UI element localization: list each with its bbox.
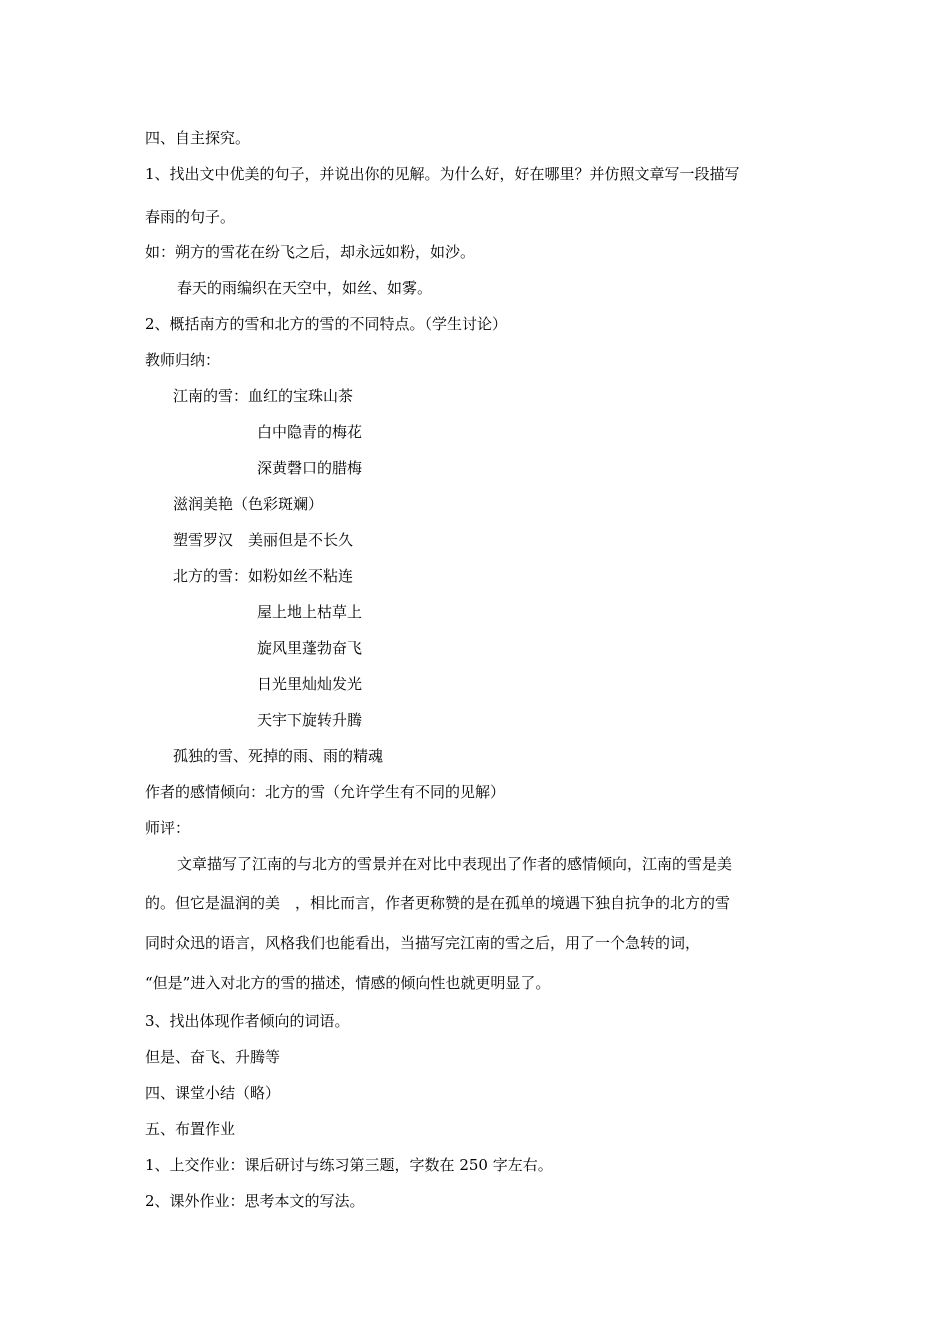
example-line-2: 春天的雨编织在天空中，如丝、如雾。 [177, 279, 433, 297]
heading-class-summary: 四、课堂小结（略） [145, 1084, 281, 1102]
homework-item-2: 2、课外作业：思考本文的写法。 [145, 1192, 365, 1210]
north-snow-line-6: 孤独的雪、死掉的雨、雨的精魂 [173, 747, 384, 765]
author-tendency: 作者的感情倾向：北方的雪（允许学生有不同的见解） [145, 783, 506, 801]
heading-self-exploration: 四、自主探究。 [145, 129, 251, 147]
teacher-comment-line-1: 文章描写了江南的与北方的雪景并在对比中表现出了作者的感情倾向，江南的雪是美 [177, 855, 733, 873]
jiangnan-snow-line-2: 白中隐青的梅花 [257, 423, 363, 441]
north-snow-line-5: 天宇下旋转升腾 [257, 711, 363, 729]
question-3: 3、找出体现作者倾向的词语。 [145, 1012, 350, 1030]
teacher-comment-line-2: 的。但它是温润的美 ，相比而言，作者更称赞的是在孤单的境遇下独自抗争的北方的雪 [145, 894, 731, 912]
question-2: 2、概括南方的雪和北方的雪的不同特点。（学生讨论） [145, 315, 508, 333]
heading-homework: 五、布置作业 [145, 1120, 236, 1138]
homework-item-1: 1、上交作业：课后研讨与练习第三题，字数在 250 字左右。 [145, 1156, 553, 1174]
jiangnan-snow-line-4: 滋润美艳（色彩斑斓） [173, 495, 324, 513]
north-snow-line-3: 旋风里蓬勃奋飞 [257, 639, 363, 657]
jiangnan-snow-line-3: 深黄磬口的腊梅 [257, 459, 363, 477]
north-snow-line-1: 北方的雪：如粉如丝不粘连 [173, 567, 354, 585]
north-snow-line-2: 屋上地上枯草上 [257, 603, 363, 621]
question-1-line-2: 春雨的句子。 [145, 208, 236, 226]
teacher-comment-line-4: “但是”进入对北方的雪的描述，情感的倾向性也就更明显了。 [145, 974, 551, 992]
jiangnan-snow-line-1: 江南的雪：血红的宝珠山茶 [173, 387, 354, 405]
teacher-comment-label: 师评： [145, 819, 191, 837]
teacher-summary-label: 教师归纳： [145, 351, 221, 369]
north-snow-line-4: 日光里灿灿发光 [257, 675, 363, 693]
question-1-line-1: 1、找出文中优美的句子，并说出你的见解。为什么好，好在哪里？并仿照文章写一段描写 [145, 165, 740, 183]
teacher-comment-line-3: 同时众迅的语言，风格我们也能看出，当描写完江南的雪之后，用了一个急转的词， [145, 934, 701, 952]
example-line-1: 如：朔方的雪花在纷飞之后，却永远如粉，如沙。 [145, 243, 476, 261]
jiangnan-snow-line-5: 塑雪罗汉 美丽但是不长久 [173, 531, 354, 549]
question-3-answer: 但是、奋飞、升腾等 [145, 1048, 281, 1066]
